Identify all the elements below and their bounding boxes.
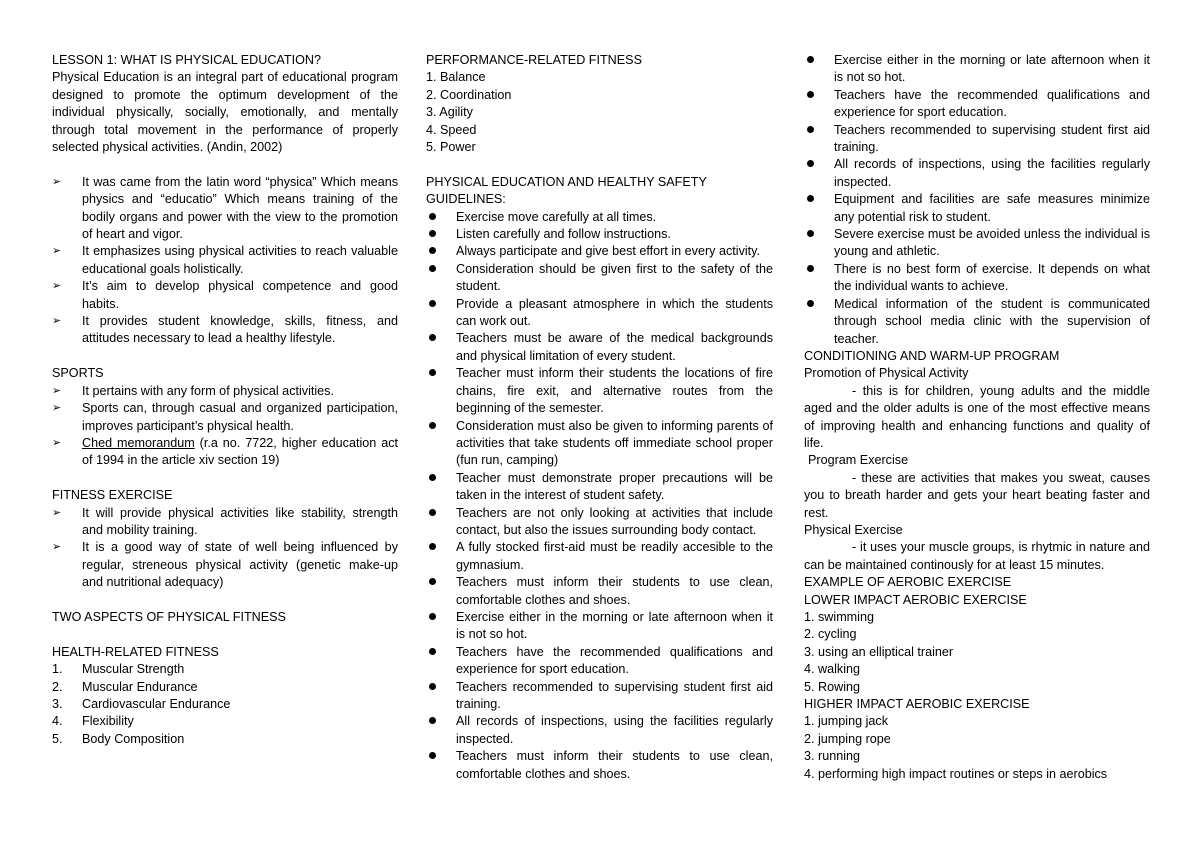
list-item: Exercise either in the morning or late afternoon when it is not so hot. [804, 52, 1150, 87]
arrow-bullet-icon: ➢ [52, 541, 62, 554]
list-item: Teachers must inform their students to use clean, comfortable clothes and shoes. [426, 748, 773, 783]
bullet-icon [426, 713, 456, 730]
bullet-icon [804, 261, 834, 278]
arrow-bullet-icon: ➢ [52, 436, 62, 449]
fitness-heading: FITNESS EXERCISE [52, 488, 173, 503]
list-item: Consideration should be given first to the safety of the student. [426, 261, 773, 296]
list-item: 3. Agility [426, 105, 473, 120]
list-item: All records of inspections, using the facilities regularly inspected. [804, 156, 1150, 191]
bullet-icon [804, 226, 834, 243]
bullet-icon [804, 296, 834, 313]
physical-exercise-text: - it uses your muscle groups, is rhytmic in nature and can be maintained continously for at least 15 minutes. [804, 540, 1150, 572]
list-item: 2. Coordination [426, 87, 512, 102]
bullet-icon [426, 644, 456, 661]
list-item: 4. walking [804, 662, 861, 677]
guidelines-list [426, 209, 773, 783]
bullet-icon [426, 609, 456, 626]
list-item: 1. swimming [804, 610, 874, 624]
list-item: ➢ It emphasizes using physical activities to reach valuable educational goals holistically. [52, 244, 398, 276]
list-item: 3. using an elliptical trainer [804, 644, 954, 659]
bullet-icon [804, 52, 834, 69]
bullet-icon [426, 470, 456, 487]
list-item: ➢ It was came from the latin word “physica” Which means physics and “educatio” Which means training of the bodily organs and power with the view to the promotion of heart and vigor. [52, 174, 398, 242]
list-item: ➢ Ched memorandum (r.a no. 7722, higher education act of 1994 in the article xiv section 19) [52, 435, 398, 468]
arrow-bullet-icon: ➢ [52, 280, 62, 293]
arrow-bullet-icon: ➢ [52, 384, 62, 397]
list-item: 3. Cardiovascular Endurance [52, 696, 231, 711]
guidelines-list-continued [804, 52, 1150, 348]
list-item: 2. jumping rope [804, 731, 891, 746]
list-item: 4. Flexibility [52, 714, 134, 729]
ched-memorandum-link[interactable]: Ched memorandum [82, 435, 195, 450]
bullet-icon [426, 574, 456, 591]
column-3 [804, 52, 1150, 783]
bullet-icon [426, 679, 456, 696]
bullet-icon [426, 243, 456, 260]
promotion-heading: Promotion of Physical Activity [804, 366, 969, 381]
bullet-icon [804, 191, 834, 208]
pe-points [52, 174, 398, 348]
list-item: Medical information of the student is communicated through school media clinic with the supervision of teacher. [804, 296, 1150, 348]
list-item: 5. Rowing [804, 679, 861, 694]
two-aspects-heading: TWO ASPECTS OF PHYSICAL FITNESS [52, 609, 286, 624]
bullet-icon [426, 365, 456, 382]
program-heading: Program Exercise [808, 453, 909, 468]
lower-impact-heading: LOWER IMPACT AEROBIC EXERCISE [804, 592, 1027, 607]
list-item: Severe exercise must be avoided unless the individual is young and athletic. [804, 226, 1150, 261]
list-item: ➢ It provides student knowledge, skills, fitness, and attitudes necessary to lead a healthy lifestyle. [52, 314, 398, 346]
list-item: Exercise move carefully at all times. [426, 209, 773, 226]
bullet-icon [426, 505, 456, 522]
sports-heading: SPORTS [52, 366, 104, 381]
bullet-icon [426, 418, 456, 435]
list-item: Teachers have the recommended qualifications and experience for sport education. [804, 87, 1150, 122]
list-item: Always participate and give best effort in every activity. [426, 243, 773, 260]
aerobic-heading: EXAMPLE OF AEROBIC EXERCISE [804, 575, 1012, 590]
bullet-icon [426, 261, 456, 278]
health-related-heading: HEALTH-RELATED FITNESS [52, 644, 219, 659]
list-item: 2. Muscular Endurance [52, 679, 198, 694]
performance-heading: PERFORMANCE-RELATED FITNESS [426, 53, 642, 67]
bullet-icon [804, 87, 834, 104]
list-item: Listen carefully and follow instructions. [426, 226, 773, 243]
list-item: Teachers recommended to supervising student first aid training. [426, 679, 773, 714]
arrow-bullet-icon: ➢ [52, 175, 62, 188]
list-item: Teacher must inform their students the locations of fire chains, fire exit, and alternative routes from the beginning of the semester. [426, 365, 773, 417]
bullet-icon [426, 330, 456, 347]
list-item: Teacher must demonstrate proper precautions will be taken in the interest of student safety. [426, 470, 773, 505]
list-item: 3. running [804, 749, 861, 764]
guidelines-heading: PHYSICAL EDUCATION AND HEALTHY SAFETY GUIDELINES: [426, 174, 707, 207]
promotion-text: - this is for children, young adults and the middle aged and the older adults is one of the most effective means of improving health and enhancing functions and quality of life. [804, 383, 1150, 450]
list-item: 1. Muscular Strength [52, 662, 185, 677]
arrow-bullet-icon: ➢ [52, 402, 62, 415]
conditioning-heading: CONDITIONING AND WARM-UP PROGRAM [804, 348, 1060, 363]
list-item: ➢ Sports can, through casual and organized participation, improves participant’s physical health. [52, 401, 398, 433]
arrow-bullet-icon: ➢ [52, 245, 62, 258]
list-item: 2. cycling [804, 627, 857, 642]
list-item: Equipment and facilities are safe measures minimize any potential risk to student. [804, 191, 1150, 226]
higher-impact-heading: HIGHER IMPACT AEROBIC EXERCISE [804, 697, 1030, 712]
list-item: ➢ It’s aim to develop physical competence and good habits. [52, 279, 398, 311]
lesson-title: LESSON 1: WHAT IS PHYSICAL EDUCATION? [52, 53, 321, 67]
list-item: Teachers must be aware of the medical backgrounds and physical limitation of every student. [426, 330, 773, 365]
list-item: ➢ It will provide physical activities like stability, strength and mobility training. [52, 505, 398, 537]
list-item: Teachers must inform their students to use clean, comfortable clothes and shoes. [426, 574, 773, 609]
list-item: A fully stocked first-aid must be readily accesible to the gymnasium. [426, 539, 773, 574]
list-item: Teachers have the recommended qualifications and experience for sport education. [426, 644, 773, 679]
bullet-icon [426, 296, 456, 313]
pe-definition: Physical Education is an integral part of educational program designed to promote the optimum development of the individual physically, socially, emotionally, and mentally through total movement in the performance of properly selected physical activities. (Andin, 2002) [52, 70, 398, 155]
column-2 [426, 52, 773, 783]
list-item: Teachers recommended to supervising student first aid training. [804, 122, 1150, 157]
list-item: 1. jumping jack [804, 714, 888, 729]
list-item: ➢ It pertains with any form of physical activities. [52, 383, 398, 400]
list-item: 4. performing high impact routines or steps in aerobics [804, 766, 1108, 781]
arrow-bullet-icon: ➢ [52, 506, 62, 519]
bullet-icon [426, 226, 456, 243]
list-item: Provide a pleasant atmosphere in which the students can work out. [426, 296, 773, 331]
column-1 [52, 52, 398, 748]
list-item: 4. Speed [426, 122, 477, 137]
bullet-icon [426, 209, 456, 226]
list-item: 5. Power [426, 140, 476, 155]
list-item: ➢ It is a good way of state of well being influenced by regular, streneous physical activity (genetic make-up and nutritional adequacy) [52, 540, 398, 590]
list-item: Exercise either in the morning or late afternoon when it is not so hot. [426, 609, 773, 644]
list-item: 1. Balance [426, 70, 486, 85]
list-item: All records of inspections, using the facilities regularly inspected. [426, 713, 773, 748]
bullet-icon [426, 539, 456, 556]
list-item: 5. Body Composition [52, 731, 185, 746]
program-text: - these are activities that makes you sweat, causes you to breath harder and gets your heart beating faster and rest. [804, 470, 1150, 520]
list-item: There is no best form of exercise. It depends on what the individual wants to achieve. [804, 261, 1150, 296]
bullet-icon [804, 156, 834, 173]
list-item: Teachers are not only looking at activities that include contact, but also the issues surrounding body contact. [426, 505, 773, 540]
arrow-bullet-icon: ➢ [52, 315, 62, 328]
physical-exercise-heading: Physical Exercise [804, 522, 903, 537]
list-item: Consideration must also be given to informing parents of activities that take students off immediate school proper (fun run, camping) [426, 418, 773, 470]
bullet-icon [426, 748, 456, 765]
bullet-icon [804, 122, 834, 139]
